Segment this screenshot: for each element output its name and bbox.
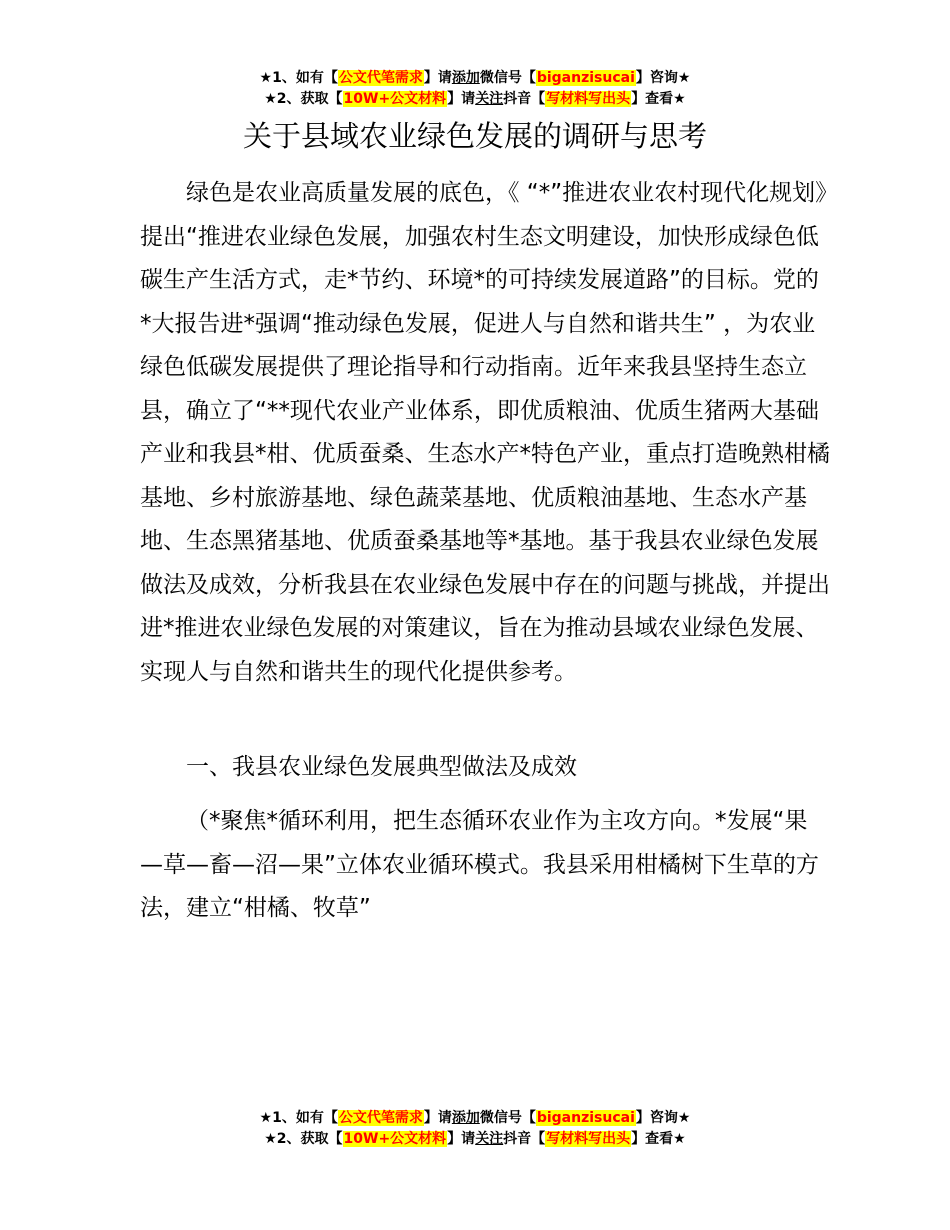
promo-highlight-douyin: 写材料写出头 [546, 91, 631, 107]
promo-highlight-materials: 10W+公文材料 [343, 91, 447, 107]
promo-highlight-wechat-id: biganzisucai [536, 1110, 635, 1126]
promo-highlight-service: 公文代笔需求 [338, 1110, 423, 1126]
promo-highlight-douyin: 写材料写出头 [546, 1131, 631, 1147]
footer-promo-banner [0, 1108, 950, 1150]
header-promo-banner [0, 68, 950, 110]
section-heading-1: 一、我县农业绿色发展典型做法及成效 [186, 754, 577, 780]
body-paragraph-section-1: （*聚焦*循环利用，把生态循环农业作为主攻方向。*发展“果—草—畜—沼—果”立体农业循环模式。我县采用柑橘树下生草的方法，建立“柑橘、牧草” [140, 808, 819, 921]
body-paragraph-intro: 绿色是农业高质量发展的底色，《 “*”推进农业农村现代化规划》提出“推进农业绿色发展，加强农村生态文明建设，加快形成绿色低碳生产生活方式，走*节约、环境*的可持续发展道路”的目标。党的*大报告进*强调“推动绿色发展，促进人与自然和谐共生” ，为农业绿色低碳发展提供了理论指导和行动指南。近年来我县坚持生态立县，确立了“**现代农业产业体系，即优质粮油、优质生猪两大基础产业和我县*柑、优质蚕桑、生态水产*特色产业，重点打造晚熟柑橘基地、乡村旅游基地、绿色蔬菜基地、优质粮油基地、生态水产基地、生态黑猪基地、优质蚕桑基地等*基地。基于我县农业绿色发展做法及成效，分析我县在农业绿色发展中存在的问题与挑战，并提出进*推进农业绿色发展的对策建议，旨在为推动县域农业绿色发展、实现人与自然和谐共生的现代化提供参考。 [140, 180, 830, 685]
promo-highlight-service: 公文代笔需求 [338, 70, 423, 86]
promo-highlight-materials: 10W+公文材料 [343, 1131, 447, 1147]
promo-highlight-wechat-id: biganzisucai [536, 70, 635, 86]
promo-line-2: ★2、获取【10W+公文材料】请关注抖音【写材料写出头】查看★ [264, 91, 686, 107]
promo-line-2: ★2、获取【10W+公文材料】请关注抖音【写材料写出头】查看★ [264, 1131, 686, 1147]
promo-line-1: ★1、如有【公文代笔需求】请添加微信号【biganzisucai】咨询★ [259, 1110, 691, 1126]
promo-line-1: ★1、如有【公文代笔需求】请添加微信号【biganzisucai】咨询★ [259, 70, 691, 86]
document-title: 关于县域农业绿色发展的调研与思考 [242, 119, 707, 153]
